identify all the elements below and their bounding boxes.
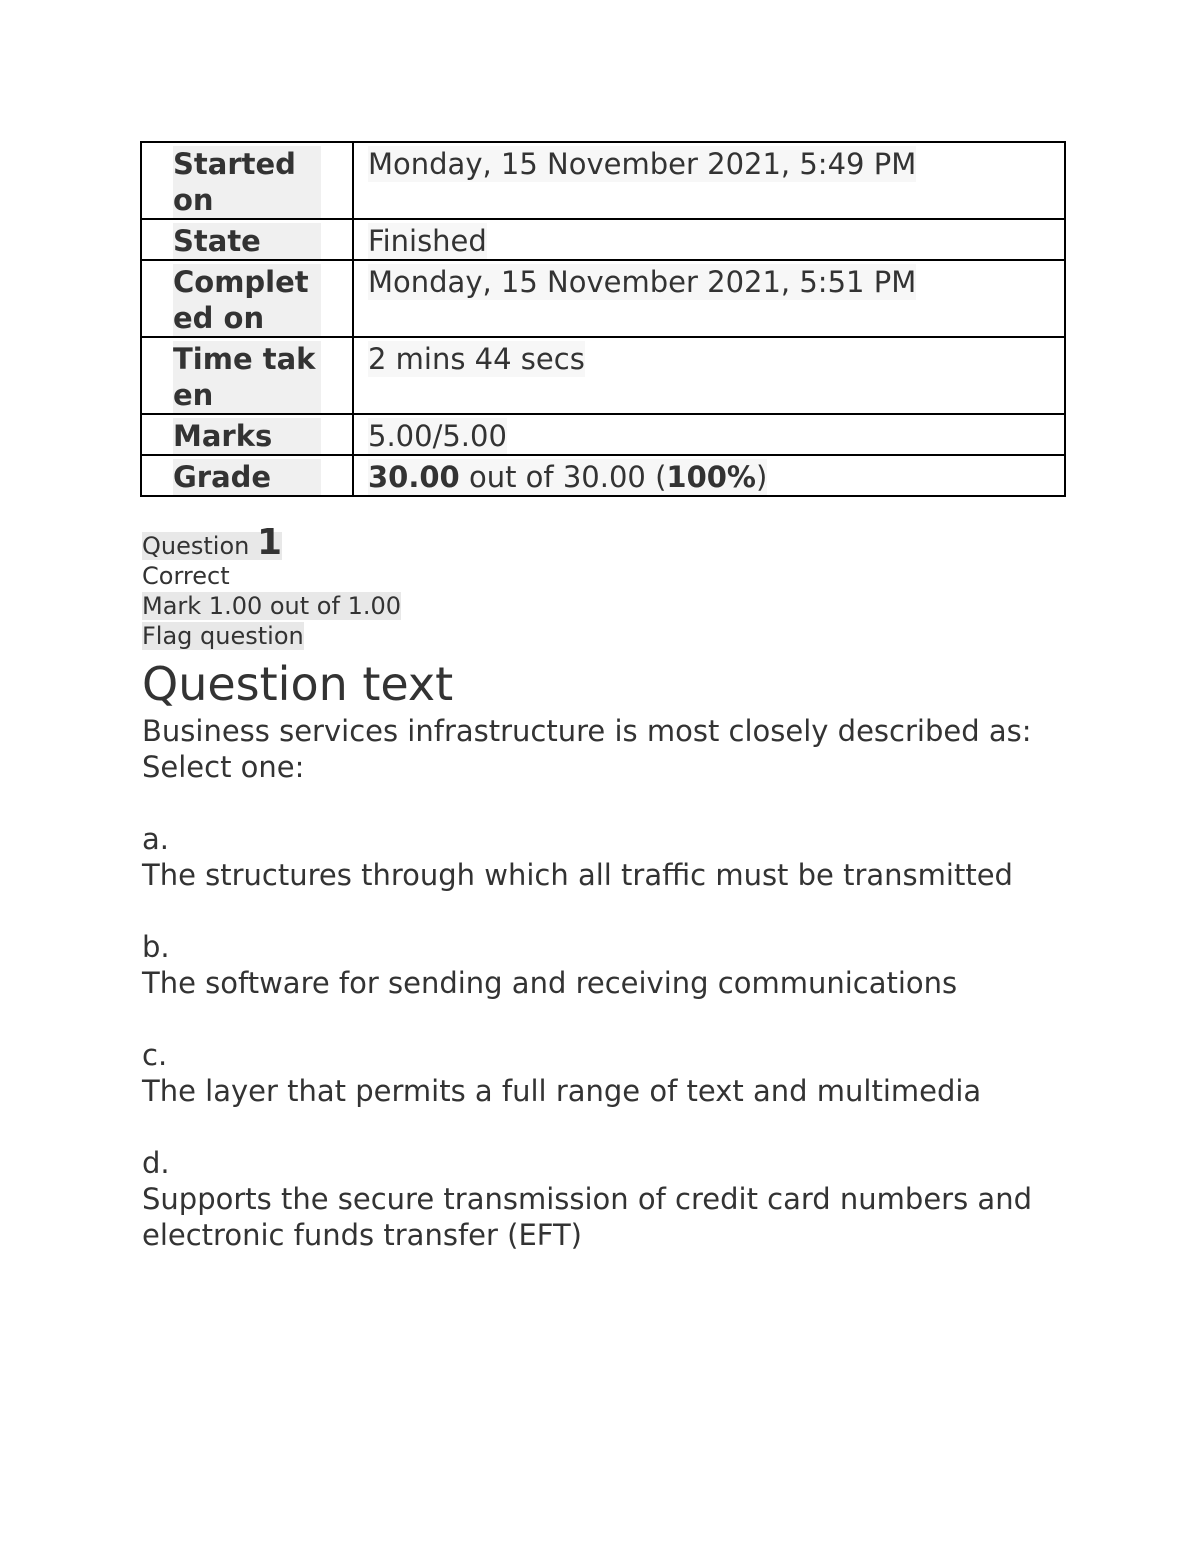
summary-label: Grade [173, 459, 321, 495]
summary-label: Started on [173, 146, 321, 218]
option-letter: a. [142, 822, 169, 856]
grade-value [368, 459, 767, 495]
summary-label: State [173, 223, 321, 259]
summary-value-cell [353, 414, 1065, 455]
summary-value-cell [353, 142, 1065, 219]
select-one-prompt: Select one: [142, 750, 305, 784]
summary-value-cell [353, 260, 1065, 337]
summary-value: 5.00/5.00 [368, 419, 507, 453]
question-label [142, 522, 283, 563]
question-number: 1 [256, 522, 283, 563]
summary-value-cell [353, 337, 1065, 414]
summary-label-cell [141, 337, 353, 414]
summary-row-time-taken [141, 337, 1065, 414]
flag-question-link[interactable]: Flag question [142, 622, 304, 650]
summary-row-marks [141, 414, 1065, 455]
option-text: Supports the secure transmission of credit card numbers and electronic funds transfer (EFT) [142, 1182, 1032, 1252]
summary-value: Monday, 15 November 2021, 5:49 PM [368, 147, 917, 181]
option-letter: d. [142, 1146, 170, 1180]
summary-label-cell [141, 142, 353, 219]
summary-row-state [141, 219, 1065, 260]
question-mark: Mark 1.00 out of 1.00 [142, 592, 402, 620]
summary-value: Finished [368, 224, 487, 258]
answer-option-a[interactable] [142, 821, 1072, 893]
answer-option-b[interactable] [142, 929, 1072, 1001]
grade-out-of: out of 30.00 ( [459, 460, 667, 494]
summary-row-completed-on [141, 260, 1065, 337]
summary-label-cell [141, 455, 353, 496]
summary-label-cell [141, 260, 353, 337]
summary-label: Time taken [173, 341, 321, 413]
summary-value-cell [353, 219, 1065, 260]
question-status: Correct [142, 562, 230, 590]
answer-option-c[interactable] [142, 1037, 1072, 1109]
summary-value: Monday, 15 November 2021, 5:51 PM [368, 265, 917, 299]
question-text-heading: Question text [142, 657, 454, 711]
question-info [142, 522, 1072, 651]
summary-label: Marks [173, 418, 321, 454]
summary-label: Completed on [173, 264, 321, 336]
question-block [142, 522, 1072, 1253]
grade-score: 30.00 [368, 460, 460, 494]
summary-label-cell [141, 219, 353, 260]
question-number-line [142, 522, 1072, 563]
grade-percent: 100% [666, 460, 756, 494]
option-letter: b. [142, 930, 170, 964]
summary-label-cell [141, 414, 353, 455]
option-letter: c. [142, 1038, 168, 1072]
option-text: The layer that permits a full range of text and multimedia [142, 1074, 982, 1108]
question-prefix: Question [142, 532, 250, 560]
option-text: The software for sending and receiving communications [142, 966, 958, 1000]
summary-row-grade [141, 455, 1065, 496]
answer-option-d[interactable] [142, 1145, 1072, 1253]
summary-value-cell [353, 455, 1065, 496]
grade-close: ) [755, 460, 768, 494]
question-text: Business services infrastructure is most closely described as: [142, 714, 1032, 748]
summary-row-started-on [141, 142, 1065, 219]
summary-value: 2 mins 44 secs [368, 342, 585, 376]
quiz-summary-table [140, 141, 1066, 497]
option-text: The structures through which all traffic must be transmitted [142, 858, 1013, 892]
